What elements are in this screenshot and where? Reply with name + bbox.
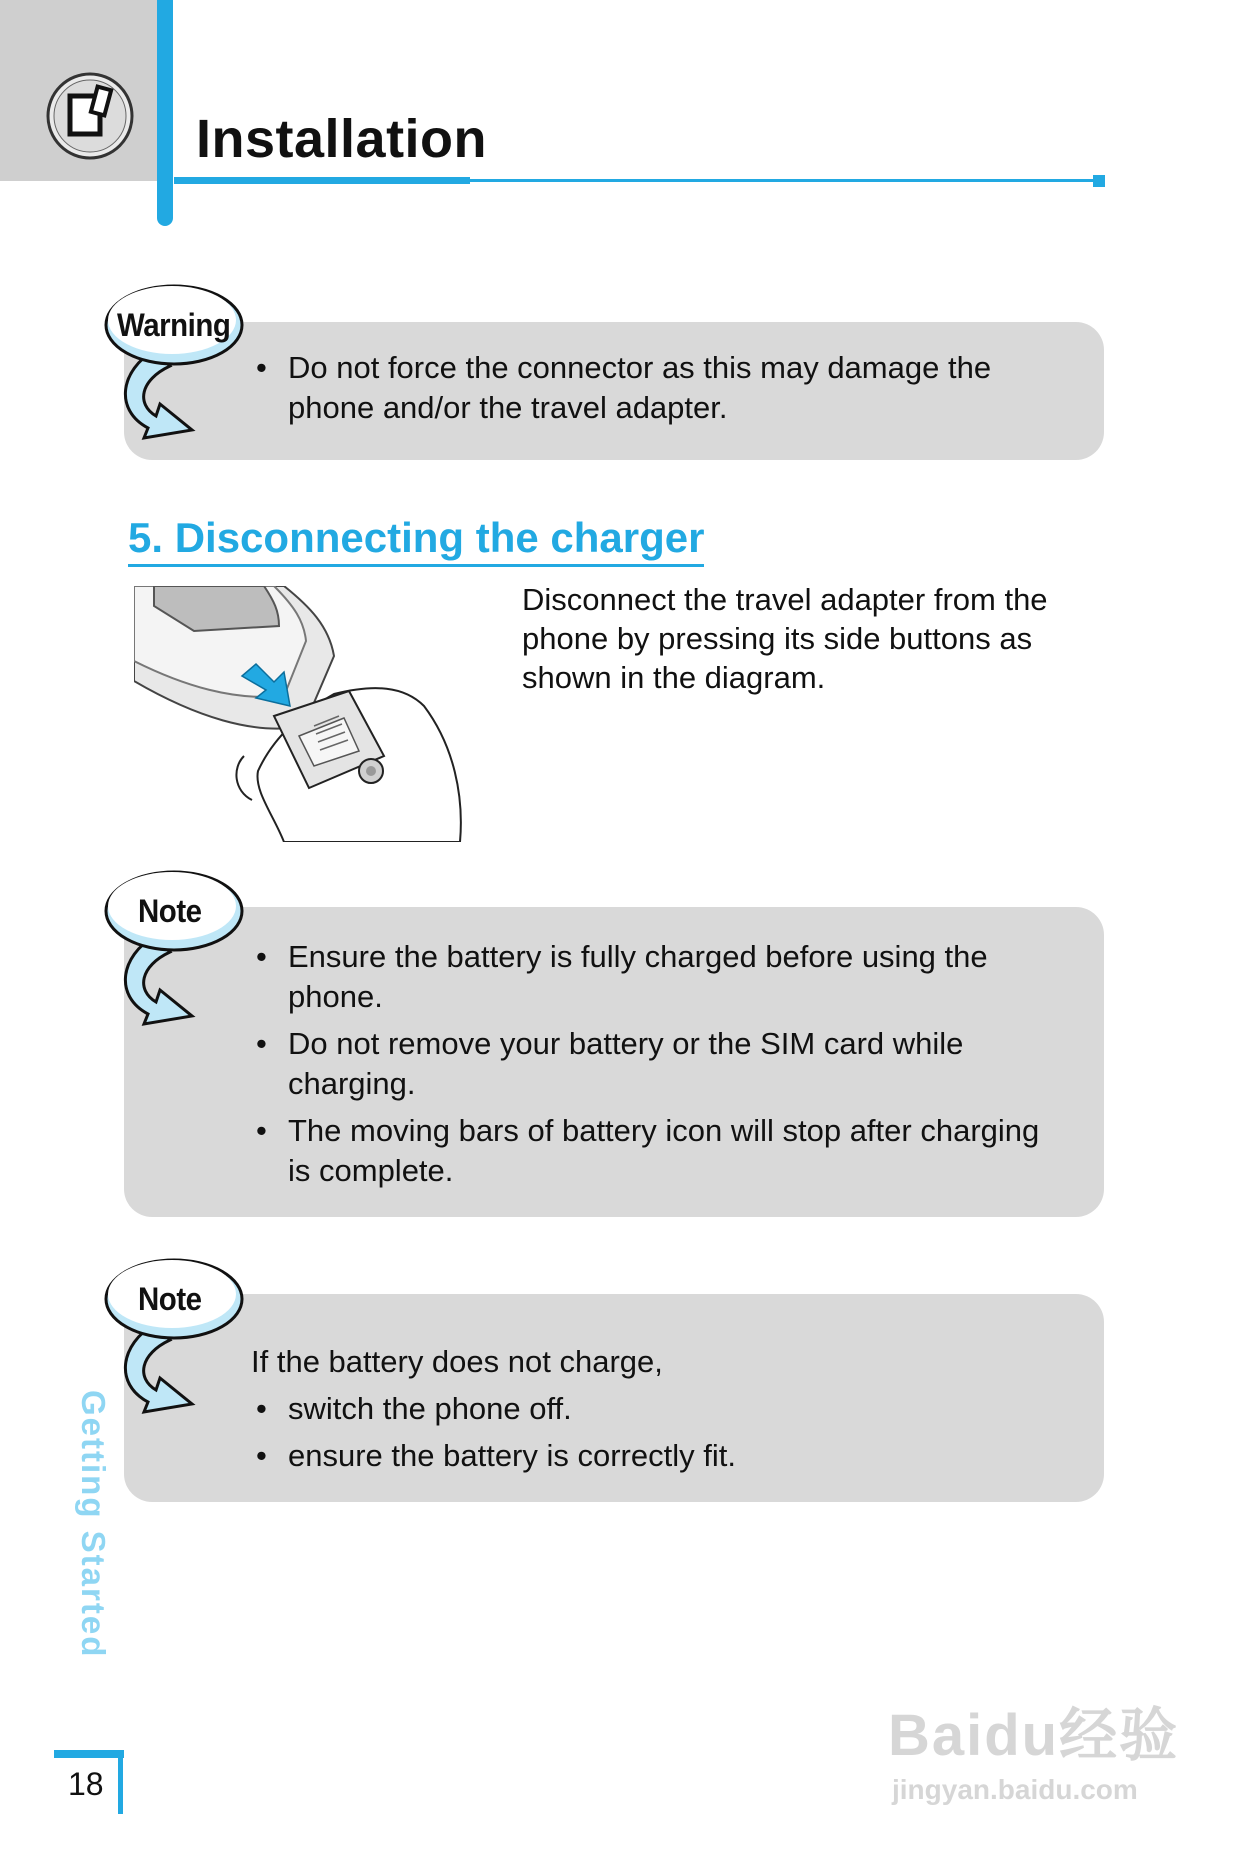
header-accent-bar [157,0,173,226]
warning-badge-label: Warning [117,307,231,343]
note-box-2 [124,1294,1104,1502]
section-side-label: Getting Started [75,1390,112,1659]
note1-bullet-2: • Do not remove your battery or the SIM card while charging. [124,1024,1064,1104]
page-number-divider [118,1750,123,1814]
note2-bullet-2: • ensure the battery is correctly fit. [124,1436,1064,1476]
title-rule [470,179,1096,182]
title-rule-end [1093,175,1105,187]
note1-bullet-1: • Ensure the battery is fully charged before using the phone. [124,937,1064,1017]
phone-charger-disconnect-illustration [134,586,474,842]
note-badge-1 [100,866,250,1036]
note2-intro: If the battery does not charge, [251,1344,663,1379]
section-heading: 5. Disconnecting the charger [128,514,704,567]
warning-box [124,322,1104,460]
note-badge-label-1: Note [138,893,202,929]
warning-badge [100,280,250,450]
note2-bullet-1: • switch the phone off. [124,1389,1064,1429]
note-badge-2 [100,1254,250,1424]
warning-bullet: • Do not force the connector as this may damage the phone and/or the travel adapter. [124,348,1064,428]
callout-arrow-icon [100,866,250,1036]
callout-arrow-icon [100,1254,250,1424]
watermark-main: Baidu经验 [888,1703,1180,1768]
callout-arrow-icon [100,280,250,450]
title-underline [174,177,470,184]
note-pencil-icon [44,70,136,162]
note-badge-label-2: Note [138,1281,202,1317]
note-box-1 [124,907,1104,1217]
note1-bullet-3: • The moving bars of battery icon will stop after charging is complete. [124,1111,1064,1191]
page-number-bar [54,1750,124,1758]
watermark [888,1688,1179,1806]
watermark-url: jingyan.baidu.com [892,1774,1138,1805]
page-number: 18 [68,1766,104,1802]
page-title: Installation [196,109,488,169]
section-description: Disconnect the travel adapter from the phone by pressing its side buttons as shown in the diagram. [522,582,1048,695]
